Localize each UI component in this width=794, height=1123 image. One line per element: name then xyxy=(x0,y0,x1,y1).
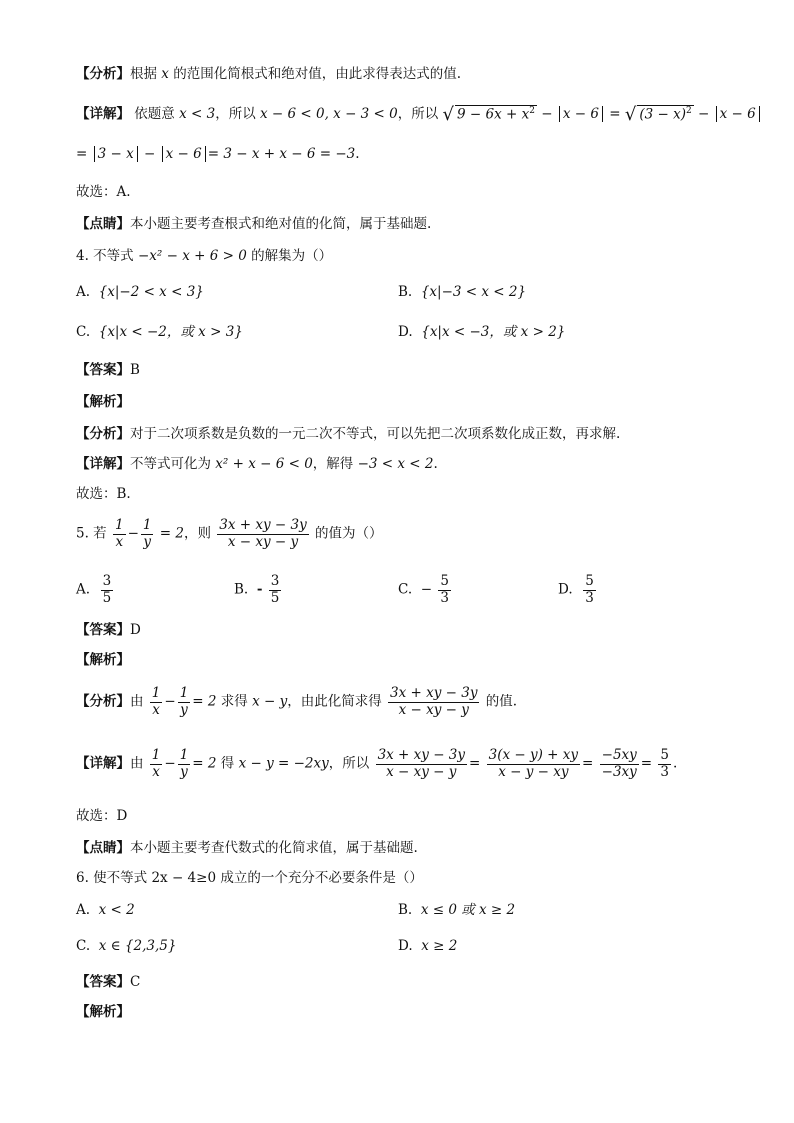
q4-option-b: B. {x|−3 < x < 2} xyxy=(398,284,527,300)
q6-option-c: C. x ∈ {2,3,5} xyxy=(76,938,177,954)
q5-note: 【点睛】本小题主要考查代数式的化简求值，属于基础题. xyxy=(76,840,418,856)
q5-option-a: A. $\frac{3}{5}$ xyxy=(76,573,112,606)
q4-option-d: D. {x|x < −3，或 x > 2} xyxy=(398,324,566,340)
q3-detail-line1: 【详解】 依题意 x < 3，所以 x − 6 < 0, x − 3 < 0，所以 √ $9 - 6x + x^2 - x - 6$ = √ $(3 - x)^2 - x - 6$ xyxy=(76,104,762,126)
q4-answer-key: 【答案】B xyxy=(76,362,140,378)
q3-note: 【点睛】本小题主要考查根式和绝对值的化简，属于基础题. xyxy=(76,216,432,232)
q4-explanation-tag: 【解析】 xyxy=(76,394,130,410)
q4-option-c: C. {x|x < −2，或 x > 3} xyxy=(76,324,243,340)
q6-option-b: B. x ≤ 0 或 x ≥ 2 xyxy=(398,902,516,918)
q4-detail: 【详解】不等式可化为 x² + x − 6 < 0，解得 −3 < x < 2. xyxy=(76,456,438,472)
q6-answer-key: 【答案】C xyxy=(76,974,141,990)
q5-explanation-tag: 【解析】 xyxy=(76,652,130,668)
q5-analysis: 【分析】由 $\frac{1}{x}$ − $\frac{1}{y}$ = 2 求得 x − y，由此化简求得 $\frac{3x + xy - 3y}{x - xy - y}$ 的值. xyxy=(76,685,518,718)
q3-detail-line2: = 3 − x − x − 6 = 3 − x + x − 6 = −3. xyxy=(76,146,360,162)
q5-option-c: C. − $\frac{5}{3}$ xyxy=(398,573,449,606)
q5-answer-key: 【答案】D xyxy=(76,622,141,638)
q6-explanation-tag: 【解析】 xyxy=(76,1004,130,1020)
q5-detail: 【详解】由 $\frac{1}{x}$ − $\frac{1}{y}$ = 2 得 x − y = −2xy，所以 $\frac{3x + xy - 3y}{x - xy - y}$ = $\frac{3(x - y) + xy}{x - y - xy}$ = $\frac{-5xy}{-3xy}$ = $\frac{5}{3}$ . xyxy=(76,747,678,780)
q5-option-d: D. $\frac{5}{3}$ xyxy=(558,573,594,606)
q4-stem: 4. 不等式 −x² − x + 6 > 0 的解集为（） xyxy=(76,248,333,264)
q6-option-a: A. x < 2 xyxy=(76,902,135,918)
q3-answer: 故选：A. xyxy=(76,184,131,200)
q4-analysis: 【分析】对于二次项系数是负数的一元二次不等式，可以先把二次项系数化成正数，再求解. xyxy=(76,426,621,442)
q4-answer: 故选：B. xyxy=(76,486,131,502)
q6-option-d: D. x ≥ 2 xyxy=(398,938,458,954)
q5-stem: 5. 若 $\frac{1}{x}$ − $\frac{1}{y}$ = 2，则 $\frac{3x + xy - 3y}{x - xy - y}$ 的值为（） xyxy=(76,517,383,550)
q5-option-b: B. - $\frac{3}{5}$ xyxy=(234,573,280,606)
q6-stem: 6. 使不等式 2x − 4≥0 成立的一个充分不必要条件是（） xyxy=(76,870,423,886)
analysis-tag: 【分析】 xyxy=(76,66,130,82)
q4-option-a: A. {x|−2 < x < 3} xyxy=(76,284,204,300)
q3-analysis: 【分析】根据 x 的范围化简根式和绝对值，由此求得表达式的值. xyxy=(76,66,462,82)
detail-tag: 【详解】 xyxy=(76,106,130,122)
q5-answer: 故选：D xyxy=(76,808,128,824)
